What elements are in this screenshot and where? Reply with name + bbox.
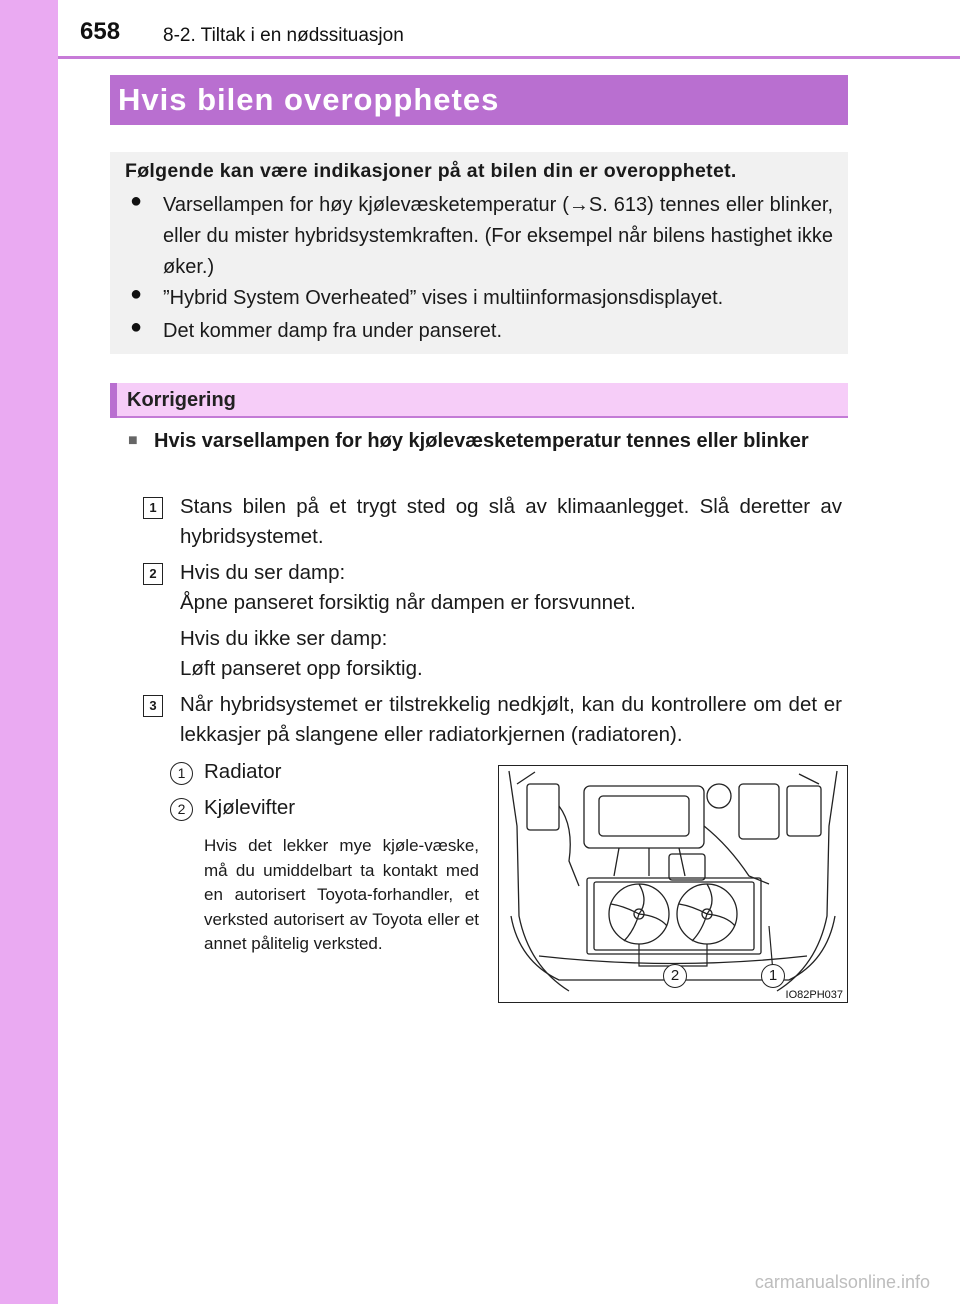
bullet-icon: ● [130, 283, 143, 305]
step-1-text: Stans bilen på et trygt sted og slå av klimaanlegget. Slå deretter av hybridsystemet. [180, 495, 842, 548]
section-accent [110, 383, 117, 418]
step-number-3: 3 [143, 695, 163, 717]
step-2-text: Åpne panseret forsiktig når dampen er forsvunnet. [180, 591, 636, 614]
page-title: Hvis bilen overopphetes [118, 82, 500, 117]
step-number-2: 2 [143, 563, 163, 585]
figure-code: IO82PH037 [785, 989, 843, 1001]
section-heading: Korrigering [127, 389, 236, 411]
callout-number-1: 1 [170, 762, 193, 785]
margin-color-strip [0, 0, 58, 1304]
engine-bay-illustration [498, 765, 848, 1003]
bullet-icon: ● [130, 190, 143, 212]
figure-label-1: 1 [761, 964, 785, 988]
bullet-text: Det kommer damp fra under panseret. [163, 320, 503, 342]
section-heading-bar [110, 383, 848, 418]
bullet-text: Varsellampen for høy kjølevæsketemperatur (→S. 613) tennes eller blinker, eller du mister hybridsystemkraften. (For eksempel når bilens hastighet ikke øker.) [163, 194, 833, 278]
page-number: 658 [80, 18, 121, 45]
callout-label-fans: Kjølevifter [204, 796, 296, 819]
step-2-text: Hvis du ikke ser damp: [180, 627, 388, 650]
indication-box [110, 152, 848, 354]
figure-label-2: 2 [663, 964, 687, 988]
subsection-heading: Hvis varsellampen for høy kjølevæsketemperatur tennes eller blinker [154, 430, 809, 452]
leak-note: Hvis det lekker mye kjøle-væske, må du umiddelbart ta kontakt med en autorisert Toyota-forhandler, et verksted autorisert av Toyota eller et annet pålitelig verksted. [204, 836, 479, 953]
step-3-text: Når hybridsystemet er tilstrekkelig nedkjølt, kan du kontrollere om det er lekkasjer på slangene eller radiatorkjernen (radiatoren). [180, 693, 842, 746]
watermark: carmanualsonline.info [754, 1272, 930, 1292]
bullet-icon: ● [130, 316, 143, 338]
step-2-text: Hvis du ser damp: [180, 561, 346, 584]
square-bullet-icon: ■ [128, 432, 138, 449]
bullet-text: ”Hybrid System Overheated” vises i multiinformasjonsdisplayet. [163, 287, 724, 309]
step-number-1: 1 [143, 497, 163, 519]
callout-label-radiator: Radiator [204, 760, 282, 783]
page-title-bar [110, 75, 848, 125]
indication-intro: Følgende kan være indikasjoner på at bilen din er overopphetet. [125, 160, 737, 182]
header-rule [58, 56, 960, 59]
chapter-title: 8-2. Tiltak i en nødssituasjon [163, 25, 404, 46]
callout-number-2: 2 [170, 798, 193, 821]
step-2-text: Løft panseret opp forsiktig. [180, 657, 423, 680]
